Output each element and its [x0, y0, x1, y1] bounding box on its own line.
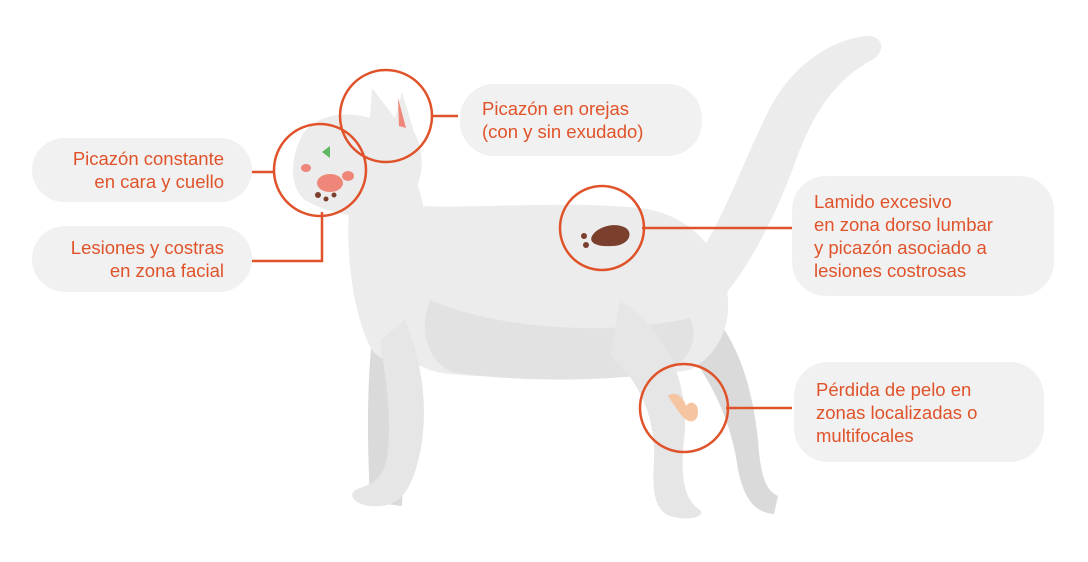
hair-loss-label-line3: multifocales: [816, 424, 914, 446]
hair-loss-label-line2: zonas localizadas o: [816, 401, 978, 423]
facial-lesions-connector: [252, 212, 322, 261]
face-neck-label: [32, 138, 252, 202]
ears-label-line1: Picazón en orejas: [482, 98, 630, 119]
lumbar-label-line4: lesiones costrosas: [814, 260, 967, 281]
face-lesion-mark: [301, 164, 311, 172]
face-lesion-mark: [342, 171, 354, 181]
facial-lesions-label-line2: en zona facial: [109, 260, 224, 281]
lumbar-label: [792, 176, 1054, 296]
face-neck-label-line2: en cara y cuello: [94, 171, 224, 192]
hair-loss-label-line1: Pérdida de pelo en: [816, 378, 972, 400]
facial-lesions-label: [32, 226, 252, 292]
face-scab-mark: [315, 192, 321, 198]
face-lesion-mark: [317, 174, 343, 192]
lumbar-label-line3: y picazón asociado a: [814, 237, 987, 258]
hair-loss-label: [794, 362, 1044, 462]
ears-label-line2: (con y sin exudado): [482, 121, 644, 142]
lumbar-label-line1: Lamido excesivo: [814, 191, 952, 212]
lumbar-scab-dot: [581, 233, 587, 239]
face-scab-mark: [324, 197, 329, 202]
lumbar-label-line2: en zona dorso lumbar: [814, 214, 993, 235]
facial-lesions-label-line1: Lesiones y costras: [70, 237, 224, 258]
face-scab-mark: [332, 193, 337, 198]
lumbar-scab-dot: [583, 242, 589, 248]
ears-label: [460, 84, 702, 156]
face-neck-label-line1: Picazón constante: [72, 148, 224, 169]
